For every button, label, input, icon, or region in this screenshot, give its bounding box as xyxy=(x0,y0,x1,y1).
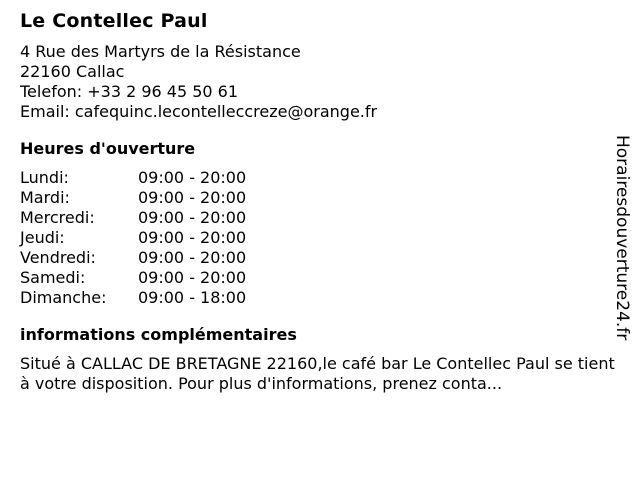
hours-value: 09:00 - 20:00 xyxy=(138,268,247,287)
hours-value: 09:00 - 20:00 xyxy=(138,208,247,227)
hours-row-saturday xyxy=(20,268,620,288)
hours-value: 09:00 - 20:00 xyxy=(138,188,247,207)
hours-value: 09:00 - 20:00 xyxy=(138,168,247,187)
email-link[interactable]: cafequinc.lecontelleccreze@orange.fr xyxy=(74,102,378,121)
email-label: Email: xyxy=(20,102,75,121)
hours-row-thursday xyxy=(20,228,620,248)
business-card xyxy=(20,8,620,394)
info-heading: informations complémentaires xyxy=(20,325,297,344)
day-label: Mercredi: xyxy=(20,208,95,227)
business-name: Le Contellec Paul xyxy=(20,10,208,32)
day-label: Vendredi: xyxy=(20,248,96,267)
hours-value: 09:00 - 20:00 xyxy=(138,228,247,247)
hours-row-sunday xyxy=(20,288,620,308)
day-label: Dimanche: xyxy=(20,288,107,307)
hours-row-monday xyxy=(20,168,620,188)
hours-row-friday xyxy=(20,248,620,268)
hours-row-wednesday xyxy=(20,208,620,228)
hours-heading: Heures d'ouverture xyxy=(20,139,196,158)
hours-table xyxy=(20,168,620,308)
hours-value: 09:00 - 18:00 xyxy=(138,288,247,307)
email-row xyxy=(20,102,620,122)
address-line-1: 4 Rue des Martyrs de la Résistance xyxy=(20,42,301,61)
hours-value: 09:00 - 20:00 xyxy=(138,248,247,267)
day-label: Mardi: xyxy=(20,188,70,207)
day-label: Samedi: xyxy=(20,268,86,287)
hours-row-tuesday xyxy=(20,188,620,208)
day-label: Lundi: xyxy=(20,168,69,187)
address-line-2: 22160 Callac xyxy=(20,62,125,81)
site-watermark: Horairesdouverture24.fr xyxy=(612,135,632,341)
phone-number: Telefon: +33 2 96 45 50 61 xyxy=(20,82,239,101)
day-label: Jeudi: xyxy=(20,228,65,247)
info-description: Situé à CALLAC DE BRETAGNE 22160,le café bar Le Contellec Paul se tient à votre disposition. Pour plus d'informations, prenez conta... xyxy=(20,354,615,393)
